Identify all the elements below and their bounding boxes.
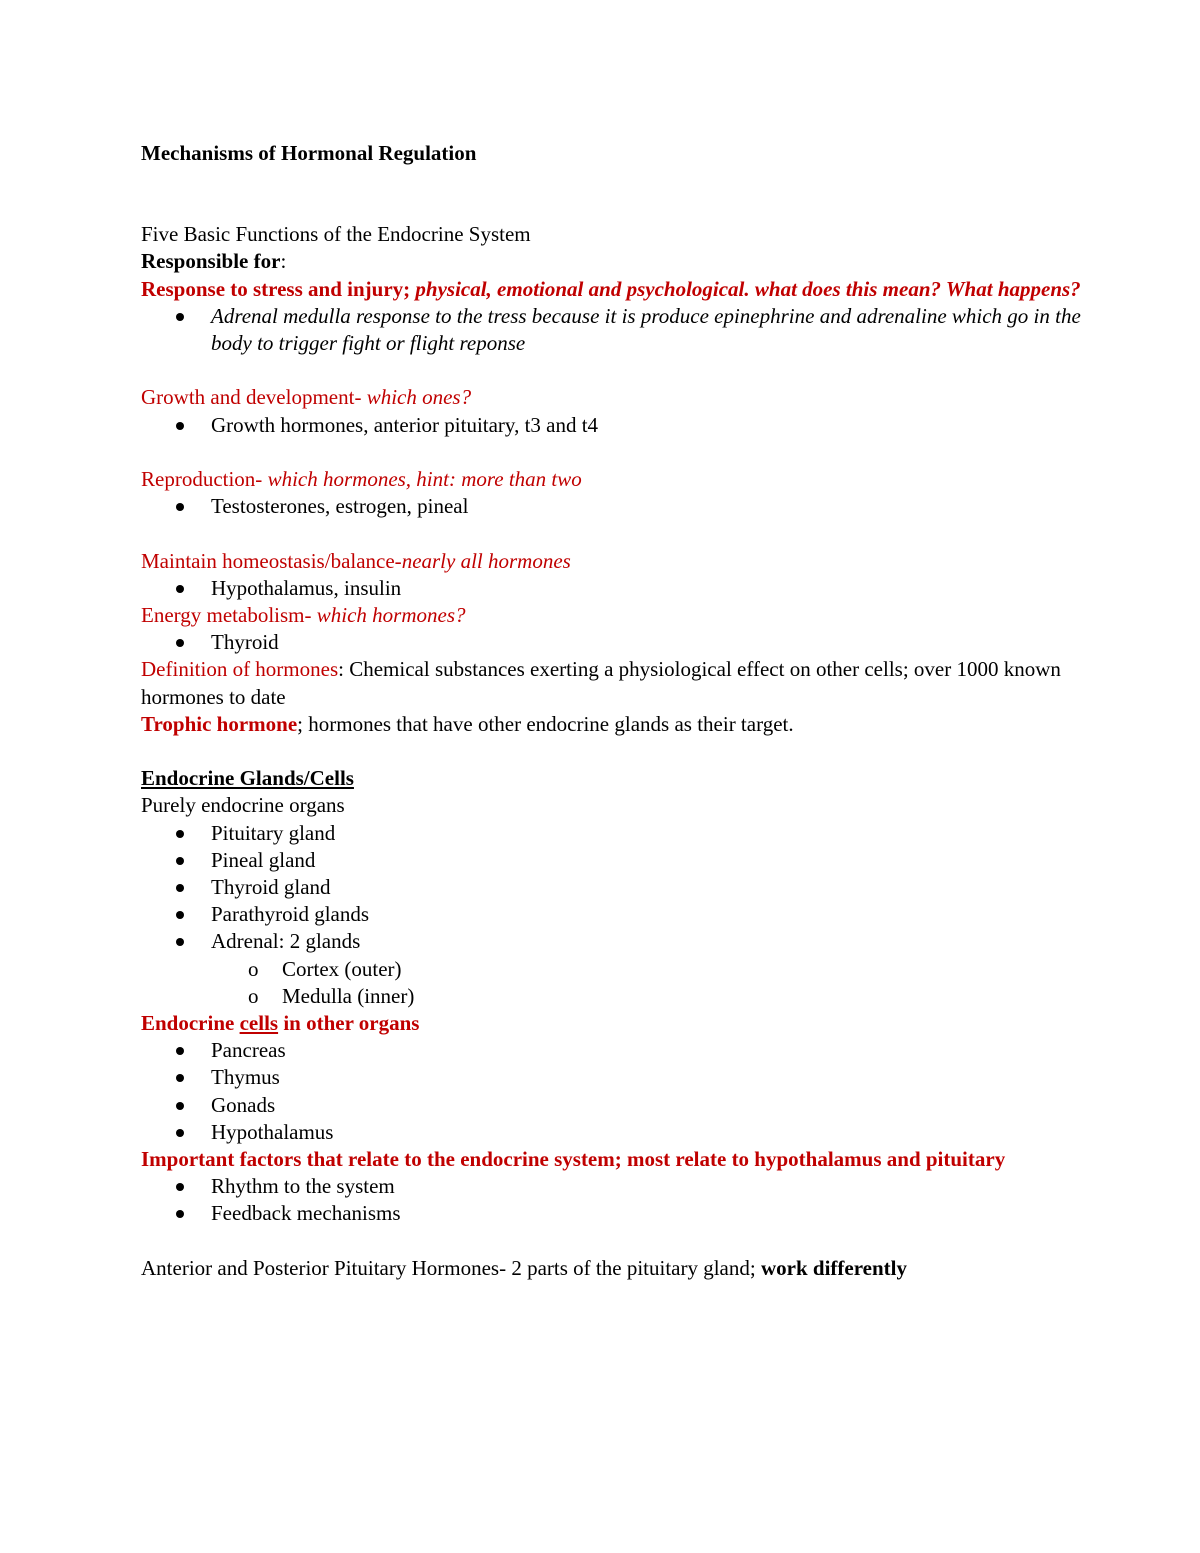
list-item: Testosterones, estrogen, pineal xyxy=(211,493,1100,520)
energy-heading xyxy=(141,602,1100,629)
list-item: Growth hormones, anterior pituitary, t3 and t4 xyxy=(211,412,1100,439)
reproduction-list xyxy=(141,493,1100,520)
factors-list xyxy=(141,1173,1100,1227)
sub-list-item: o Medulla (inner) xyxy=(282,983,1100,1010)
cells-other-post: in other organs xyxy=(278,1011,420,1036)
definition-label: Definition of hormones xyxy=(141,657,339,682)
cells-other-list xyxy=(141,1037,1100,1146)
homeostasis-heading xyxy=(141,548,1100,575)
glands-heading: Endocrine Glands/Cells xyxy=(141,766,354,791)
responsible-for-line xyxy=(141,248,1100,275)
growth-lead: Growth and development- xyxy=(141,385,367,410)
cells-other-heading xyxy=(141,1010,1100,1037)
factors-heading: Important factors that relate to the endocrine system; most relate to hypothalamus and pituitary xyxy=(141,1147,1006,1172)
list-item: Hypothalamus, insulin xyxy=(211,575,1100,602)
responsible-for-label: Responsible for xyxy=(141,249,281,274)
list-item: Hypothalamus xyxy=(211,1119,1100,1146)
list-item: Adrenal: 2 glands xyxy=(211,928,1100,955)
reproduction-lead: Reproduction- xyxy=(141,467,268,491)
spacer xyxy=(141,520,1100,547)
stress-heading xyxy=(141,276,1100,303)
definition-text: : Chemical substances exerting a physiological effect on other cells; over 1000 known hormones to date xyxy=(141,657,1061,709)
pituitary-bold: work differently xyxy=(760,1255,907,1280)
trophic-paragraph xyxy=(141,711,1100,738)
reproduction-heading xyxy=(141,466,1100,493)
stress-question: physical, emotional and psychological. what does this mean? What happens? xyxy=(415,276,1081,301)
trophic-label: Trophic hormone xyxy=(141,711,298,736)
homeostasis-lead: Maintain homeostasis/balance- xyxy=(141,548,402,573)
definition-paragraph xyxy=(141,656,1100,710)
list-item: Feedback mechanisms xyxy=(211,1200,1100,1227)
reproduction-question: which hormones, hint: more than two xyxy=(267,467,582,491)
energy-lead: Energy metabolism- xyxy=(141,603,317,627)
spacer xyxy=(141,357,1100,384)
list-item: Rhythm to the system xyxy=(211,1173,1100,1200)
list-item: Thyroid xyxy=(211,629,1100,656)
adrenal-sublist xyxy=(141,956,1100,1010)
trophic-text: ; hormones that have other endocrine glands as their target. xyxy=(297,711,794,736)
energy-list xyxy=(141,629,1100,656)
spacer xyxy=(141,439,1100,466)
spacer xyxy=(141,1228,1100,1255)
homeostasis-note: nearly all hormones xyxy=(401,548,571,573)
list-item: Adrenal medulla response to the tress because it is produce epinephrine and adrenaline which go in the body to trigger fight or flight reponse xyxy=(211,303,1100,357)
list-item: Thyroid gland xyxy=(211,874,1100,901)
list-item: Pineal gland xyxy=(211,847,1100,874)
growth-question: which ones? xyxy=(366,385,472,410)
list-item: Parathyroid glands xyxy=(211,901,1100,928)
stress-list xyxy=(141,303,1100,357)
pituitary-paragraph xyxy=(141,1255,1100,1282)
list-item: Pancreas xyxy=(211,1037,1100,1064)
responsible-for-colon: : xyxy=(280,249,287,274)
sub-list-item: o Cortex (outer) xyxy=(282,956,1100,983)
list-item: Gonads xyxy=(211,1092,1100,1119)
purely-endocrine-label: Purely endocrine organs xyxy=(141,793,345,818)
document-title: Mechanisms of Hormonal Regulation xyxy=(141,141,477,165)
list-item: Thymus xyxy=(211,1064,1100,1091)
glands-list xyxy=(141,820,1100,956)
five-functions-heading: Five Basic Functions of the Endocrine System xyxy=(141,222,531,247)
spacer xyxy=(141,738,1100,765)
growth-list xyxy=(141,412,1100,439)
cells-other-underlined: cells xyxy=(239,1011,279,1036)
energy-question: which hormones? xyxy=(316,603,466,627)
growth-heading xyxy=(141,384,1100,411)
pituitary-text: Anterior and Posterior Pituitary Hormones- 2 parts of the pituitary gland; xyxy=(141,1255,761,1280)
cells-other-pre: Endocrine xyxy=(141,1011,240,1036)
stress-lead: Response to stress and injury; xyxy=(141,276,416,301)
homeostasis-list xyxy=(141,575,1100,602)
list-item: Pituitary gland xyxy=(211,820,1100,847)
